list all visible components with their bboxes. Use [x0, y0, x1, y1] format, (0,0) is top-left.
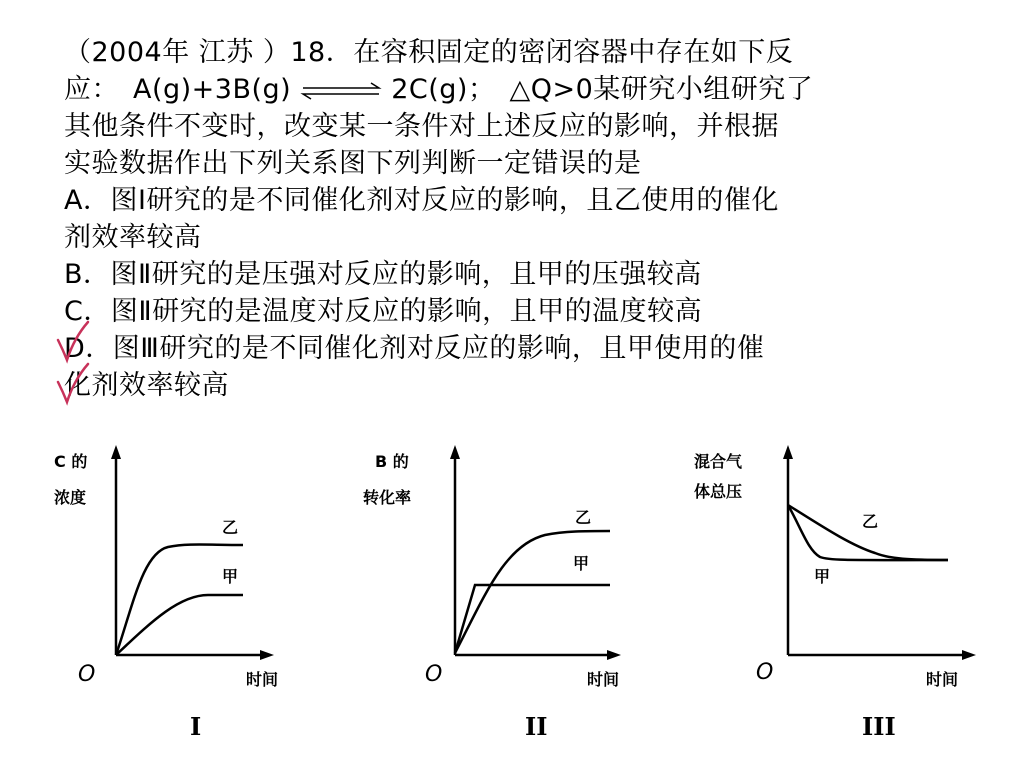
- y-label-1: C 的: [54, 452, 88, 471]
- curve-yi: [455, 531, 610, 653]
- curve-label-jia: 甲: [573, 554, 590, 573]
- x-label: 时间: [246, 670, 279, 689]
- curve-label-yi: 乙: [862, 512, 879, 531]
- y-label-2: 转化率: [363, 488, 412, 507]
- origin-label: O: [425, 662, 443, 687]
- x-axis-arrow-icon: [260, 650, 274, 660]
- origin-label: O: [756, 660, 774, 685]
- x-axis-arrow-icon: [607, 650, 621, 660]
- question-line-2: [64, 71, 964, 108]
- origin-label: O: [78, 662, 96, 687]
- option-d-line-2: 化剂效率较高: [64, 370, 229, 401]
- equilibrium-arrow-icon: [299, 81, 383, 101]
- graph-3: [690, 435, 980, 705]
- graph-2-label: II: [525, 712, 548, 741]
- curve-label-yi: 乙: [575, 508, 592, 527]
- option-a-line-1: A．图I研究的是不同催化剂对反应的影响，且乙使用的催化: [64, 185, 779, 216]
- question-line-3: 其他条件不变时，改变某一条件对上述反应的影响，并根据: [64, 111, 779, 142]
- y-axis-arrow-icon: [450, 445, 460, 459]
- y-label-2: 浓度: [54, 488, 87, 507]
- question-line-4: 实验数据作出下列关系图下列判断一定错误的是: [64, 148, 642, 179]
- option-a-line-2: 剂效率较高: [64, 222, 202, 253]
- x-label: 时间: [587, 670, 620, 689]
- checkmark-c-icon: [54, 318, 94, 366]
- question-text: [64, 34, 964, 404]
- y-label-2: 体总压: [694, 482, 743, 501]
- curve-label-jia: 甲: [222, 567, 239, 586]
- option-b: B．图Ⅱ研究的是压强对反应的影响，且甲的压强较高: [64, 259, 702, 290]
- y-axis-arrow-icon: [783, 445, 793, 459]
- y-label-1: 混合气: [694, 452, 743, 471]
- graph-3-label: III: [862, 712, 896, 741]
- graph-1-label: I: [190, 712, 202, 741]
- y-axis-arrow-icon: [111, 445, 121, 459]
- reaction-left: 应： A(g)+3B(g): [64, 74, 292, 105]
- x-axis-arrow-icon: [962, 650, 976, 660]
- x-label: 时间: [926, 670, 959, 689]
- question-line-1: （2004年 江苏 ）18．在容积固定的密闭容器中存在如下反: [64, 37, 794, 68]
- graph-2: [355, 435, 625, 705]
- option-d-line-1: D．图Ⅲ研究的是不同催化剂对反应的影响，且甲使用的催: [64, 333, 765, 364]
- curve-jia: [455, 585, 610, 653]
- curve-label-yi: 乙: [222, 518, 239, 537]
- option-c: C．图Ⅱ研究的是温度对反应的影响，且甲的温度较高: [64, 296, 703, 327]
- reaction-right: 2C(g)； △Q>0某研究小组研究了: [391, 74, 814, 105]
- graph-1: [48, 435, 288, 705]
- curve-label-jia: 甲: [814, 567, 831, 586]
- checkmark-d-icon: [54, 360, 94, 408]
- curve-jia: [116, 595, 243, 655]
- y-label-1: B 的: [375, 452, 409, 471]
